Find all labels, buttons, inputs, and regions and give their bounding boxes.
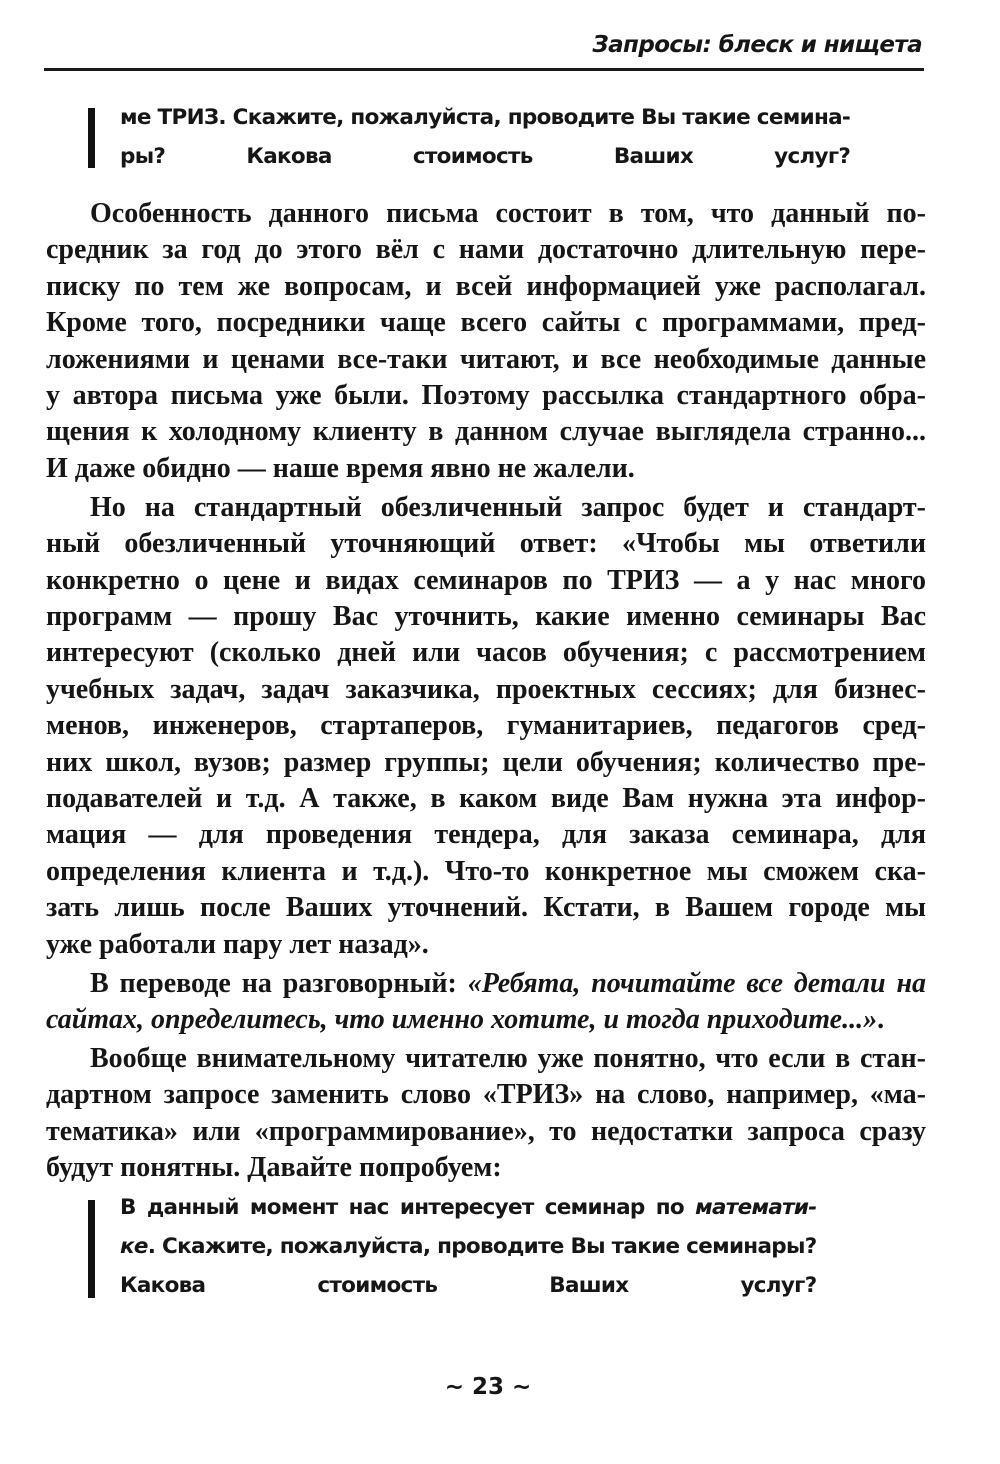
text-line: Но на стандартный обезличенный запрос будет и стандарт- <box>90 491 926 523</box>
paragraph-4 <box>46 1041 926 1187</box>
quote-text <box>120 98 850 176</box>
emphasis-text: математи- <box>695 1195 817 1220</box>
paragraph-3 <box>46 966 926 1039</box>
text-line: ный обезличенный уточняющий ответ: «Чтобы мы ответили <box>46 528 926 560</box>
text-line: интересуют (сколько дней или часов обучения; с рассмотрением <box>46 637 926 669</box>
text-line: определения клиента и т.д.). Что-то конкретное мы сможем ска- <box>46 855 926 887</box>
quote-line: ме ТРИЗ. Скажите, пожалуйста, проводите Вы такие семина- <box>120 105 851 130</box>
paragraph-1 <box>46 196 926 487</box>
text-run: . <box>877 1003 885 1035</box>
text-line: тематика» или «программирование», то недостатки запроса сразу <box>46 1115 926 1147</box>
paragraph-2 <box>46 490 926 963</box>
text-line: Вообще внимательному читателю уже понятно, что если в стан- <box>90 1042 926 1074</box>
body-text <box>46 196 926 1189</box>
text-line: И даже обидно — наше время явно не жалели. <box>46 452 635 484</box>
text-line: менов, инженеров, стартаперов, гуманитариев, педагогов сред- <box>46 710 926 742</box>
text-line: подавателей и т.д. А также, в каком виде Вам нужна эта инфор- <box>46 783 926 814</box>
running-head-title: Запросы: блеск и нищета <box>592 32 922 58</box>
emphasis-text: ке <box>120 1234 148 1259</box>
text-line: ложениями и ценами все-таки читают, и все необходимые данные <box>46 343 926 375</box>
italic-text: сайтах, определитесь, что именно хотите, и тогда приходите...» <box>46 1003 878 1035</box>
text-line <box>46 1002 926 1038</box>
text-line: уже работали пару лет назад». <box>46 928 429 960</box>
quote-line: Какова стоимость Ваших услуг? <box>120 1273 817 1298</box>
quote-line <box>120 1188 816 1227</box>
page-number: ~ 23 ~ <box>444 1374 532 1400</box>
text-line: дартном запросе заменить слово «ТРИЗ» на слово, например, «ма- <box>46 1079 926 1111</box>
text-line: у автора письма уже были. Поэтому рассылка стандартного обра- <box>46 380 926 412</box>
text-line: конкретно о цене и видах семинаров по ТРИЗ — а у нас много <box>46 564 926 596</box>
quote-bar <box>88 1200 95 1298</box>
text-run: В данный момент нас интересует семинар по <box>120 1195 696 1220</box>
text-line: Кроме того, посредники чаще всего сайты с программами, пред- <box>46 307 926 339</box>
text-run: В переводе на разговорный: <box>90 967 468 999</box>
text-line: них школ, вузов; размер группы; цели обучения; количество пре- <box>46 746 926 778</box>
text-line: писку по тем же вопросам, и всей информацией уже располагал. <box>46 270 926 302</box>
text-line: средник за год до этого вёл с нами достаточно длительную пере- <box>46 234 926 266</box>
text-run: . Скажите, пожалуйста, проводите Вы такие семинары? <box>147 1234 817 1259</box>
text-line: щения к холодному клиенту в данном случае выглядела странно... <box>46 416 926 448</box>
quote-bar <box>88 108 95 168</box>
quote-line: ры? Какова стоимость Ваших услуг? <box>120 144 851 169</box>
text-line: Особенность данного письма состоит в том, что данный по- <box>90 198 926 229</box>
running-header <box>44 28 924 71</box>
quote-line <box>120 1227 816 1266</box>
text-line: будут понятны. Давайте попробуем: <box>46 1152 502 1184</box>
text-line <box>46 966 926 1002</box>
text-line: программ — прошу Вас уточнить, какие именно семинары Вас <box>46 600 926 632</box>
italic-text: «Ребята, почитайте все детали на <box>467 967 926 999</box>
text-line: мация — для проведения тендера, для заказа семинара, для <box>46 819 926 851</box>
text-line: зать лишь после Ваших уточнений. Кстати, в Вашем городе мы <box>46 892 926 924</box>
quote-text <box>120 1188 816 1305</box>
text-line: учебных задач, задач заказчика, проектных сессиях; для бизнес- <box>46 673 926 705</box>
